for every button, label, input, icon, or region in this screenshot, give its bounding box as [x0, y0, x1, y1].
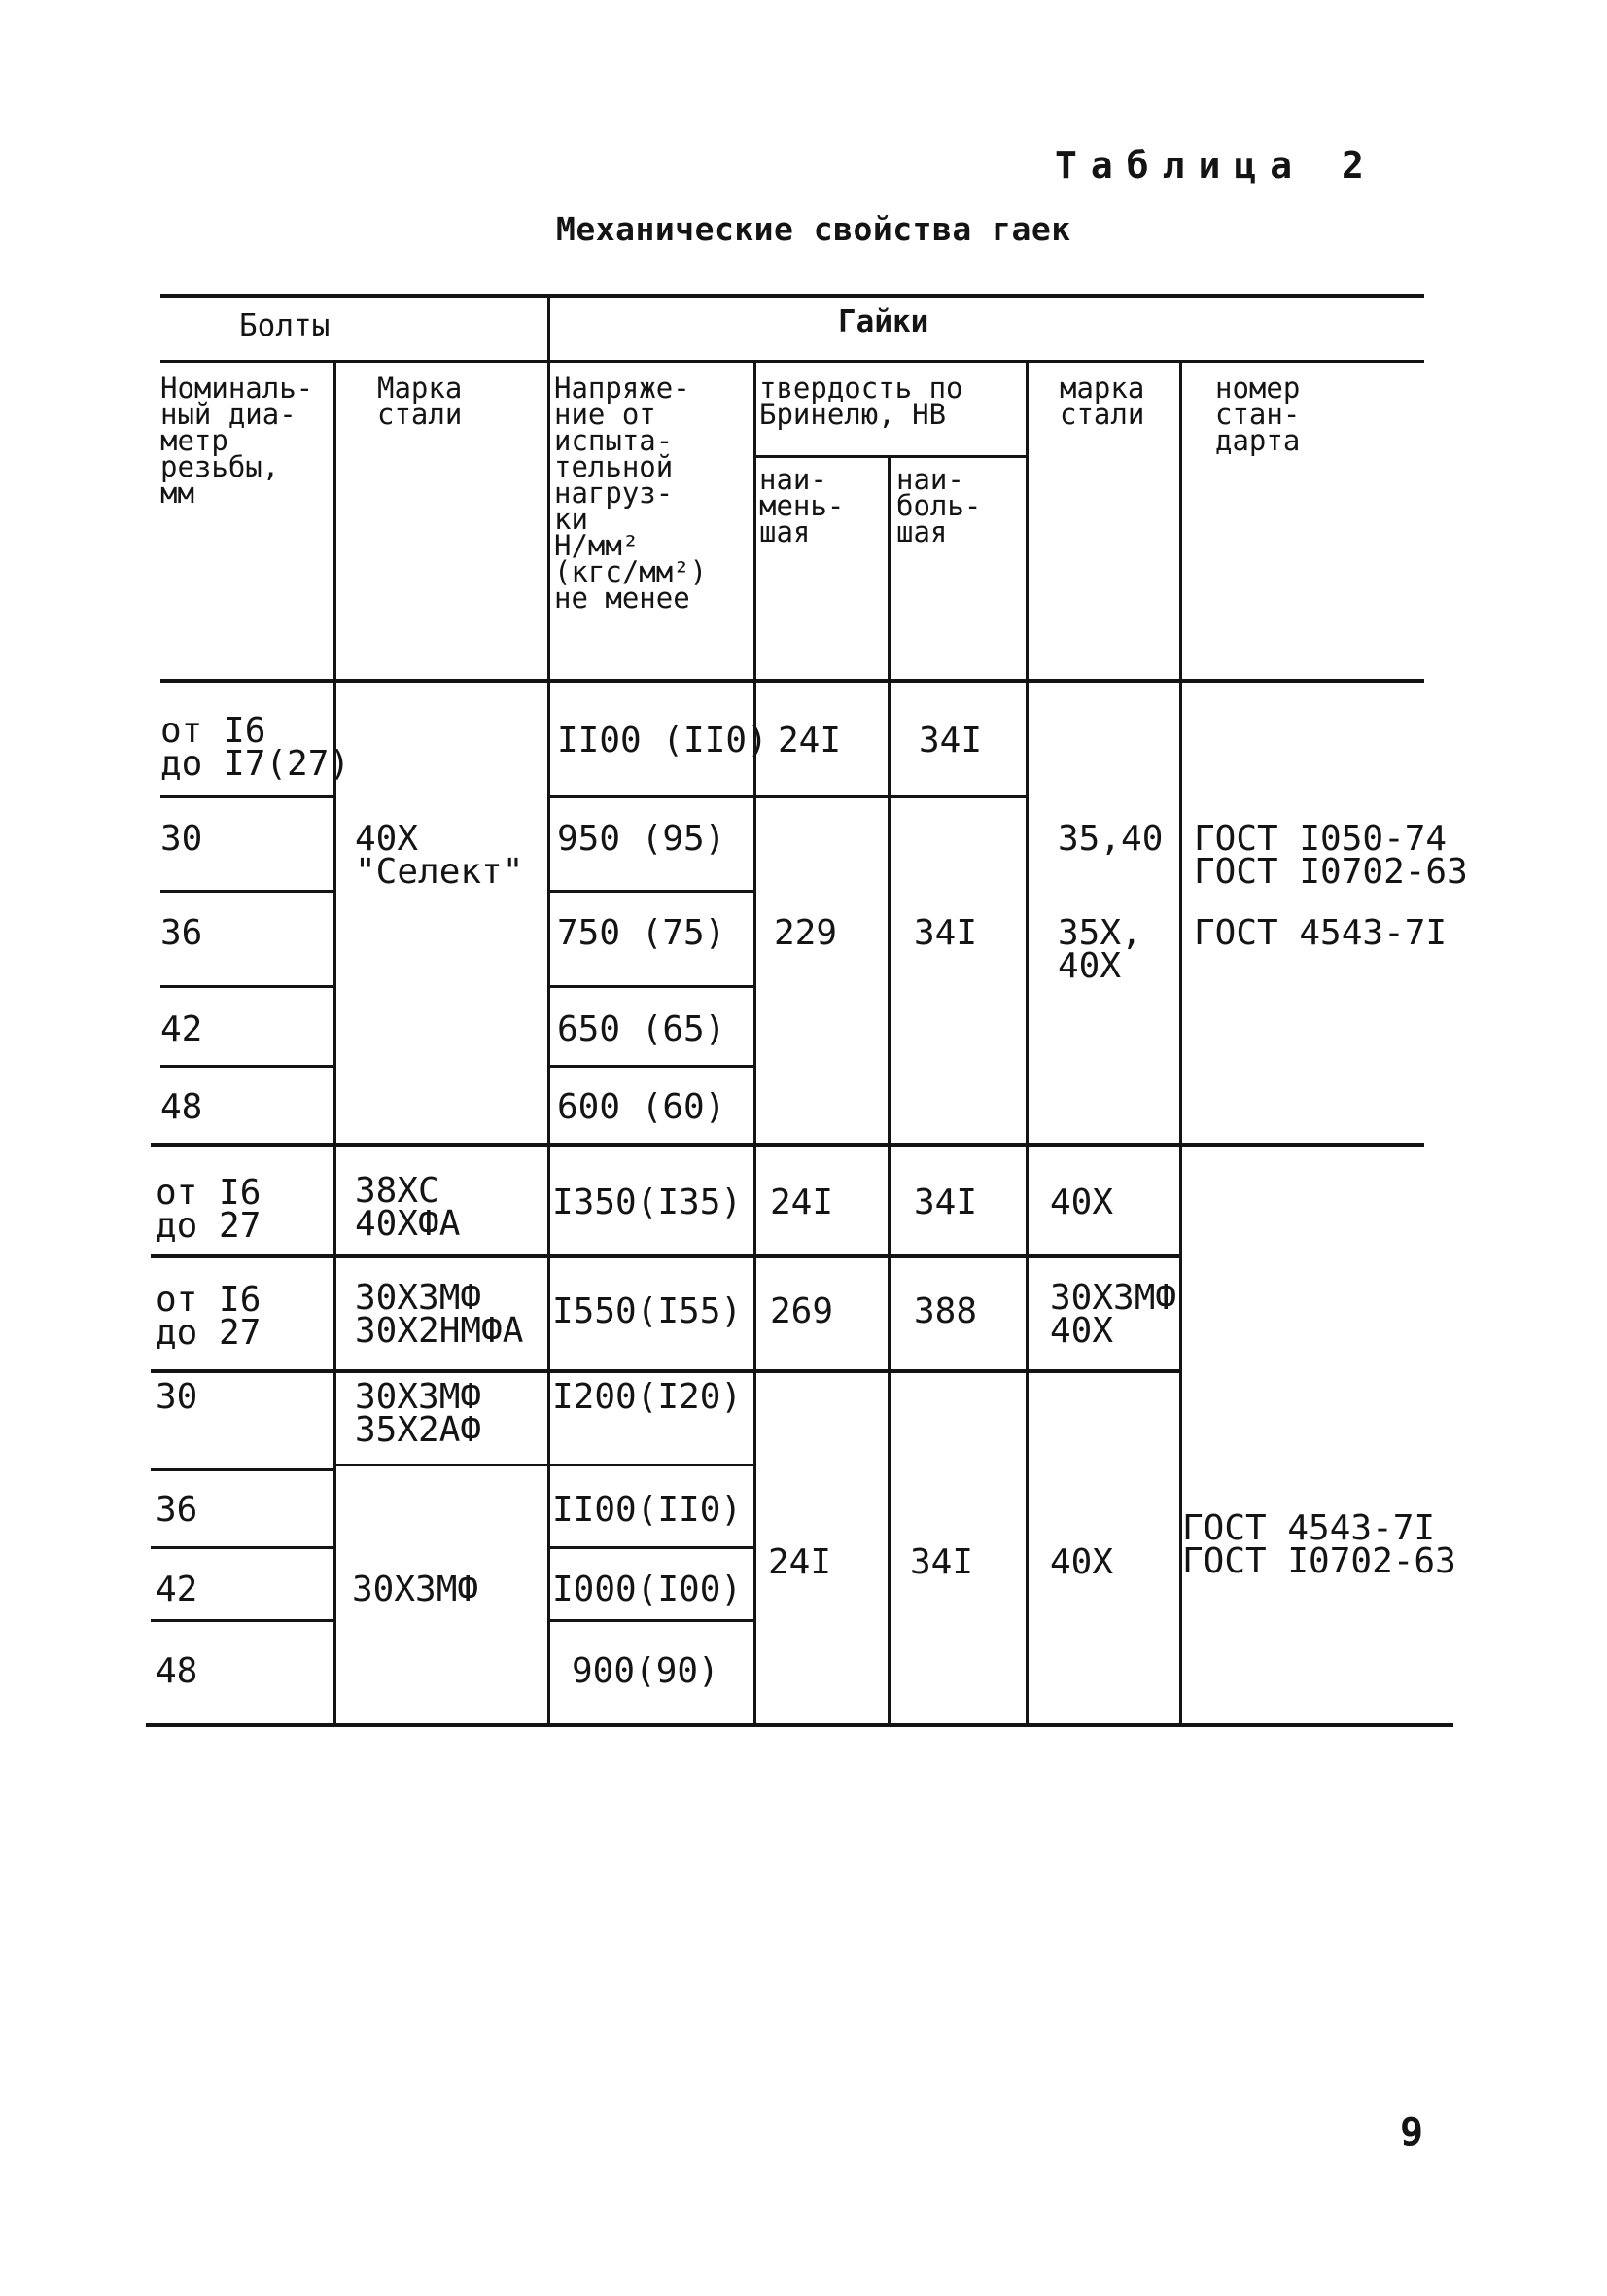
header-hardness-min: наи- мень- шая	[759, 463, 845, 548]
diameter-cell: 36	[160, 913, 203, 953]
bolt-steel-cell: 40Х "Селект"	[355, 819, 524, 892]
diameter-cell: 30	[160, 819, 203, 859]
nut-steel-cell: 35Х, 40Х	[1058, 913, 1142, 986]
nut-steel-cell: 40Х	[1050, 1183, 1114, 1222]
stress-cell: I000(I00)	[552, 1570, 743, 1609]
diameter-cell: 48	[156, 1651, 198, 1691]
diameter-cell: 42	[156, 1570, 198, 1609]
bolt-steel-cell: 30Х3МФ	[352, 1570, 479, 1609]
header-diameter: Номиналь- ный диа- метр резьбы, мм	[160, 371, 314, 510]
hardness-min-cell: 229	[774, 913, 838, 953]
hardness-max-cell: 34I	[914, 1183, 978, 1222]
header-stress: Напряже- ние от испыта- тельной нагруз- ки Н/мм² (кгс/мм²) не менее	[554, 371, 708, 615]
hardness-max-cell: 34I	[919, 721, 983, 760]
header-bolts: Болты	[239, 308, 331, 343]
header-standard: номер стан- дарта	[1215, 371, 1301, 457]
table-title: Механические свойства гаек	[556, 210, 1071, 248]
bolt-steel-cell: 30Х3МФ 30Х2НМФА	[355, 1278, 524, 1351]
stress-cell: II00(II0)	[552, 1490, 743, 1530]
diameter-cell: 30	[156, 1377, 198, 1417]
hardness-min-cell: 24I	[768, 1542, 832, 1582]
header-hardness: твердость по Бринелю, НВ	[759, 371, 963, 431]
diameter-cell: от I6 до 27	[156, 1173, 262, 1246]
bolt-steel-cell: 38ХС 40ХФА	[355, 1171, 461, 1244]
nut-steel-cell: 35,40	[1058, 819, 1164, 859]
header-nuts: Гайки	[838, 304, 929, 339]
stress-cell: I200(I20)	[552, 1377, 743, 1417]
hardness-max-cell: 34I	[910, 1542, 974, 1582]
stress-cell: I350(I35)	[552, 1183, 743, 1222]
stress-cell: 600 (60)	[557, 1087, 726, 1127]
hardness-max-cell: 388	[914, 1291, 978, 1331]
stress-cell: 750 (75)	[557, 913, 726, 953]
stress-cell: 950 (95)	[557, 819, 726, 859]
stress-cell: II00 (II0)	[557, 721, 768, 760]
hardness-max-cell: 34I	[914, 913, 978, 953]
standard-cell: ГОСТ I050-74 ГОСТ I0702-63	[1194, 819, 1468, 892]
standard-cell: ГОСТ 4543-7I	[1194, 913, 1448, 953]
page-number: 9	[1400, 2110, 1424, 2155]
hardness-min-cell: 269	[770, 1291, 834, 1331]
table-label: Таблица 2	[1055, 144, 1378, 187]
stress-cell: I550(I55)	[552, 1291, 743, 1331]
header-nut-steel: марка стали	[1060, 371, 1145, 431]
diameter-cell: 36	[156, 1490, 198, 1530]
nut-steel-cell: 40Х	[1050, 1542, 1114, 1582]
stress-cell: 900(90)	[572, 1651, 719, 1691]
diameter-cell: от I6 до I7(27)	[160, 711, 351, 784]
diameter-cell: от I6 до 27	[156, 1280, 262, 1353]
standard-cell: ГОСТ 4543-7I ГОСТ I0702-63	[1182, 1508, 1456, 1581]
header-hardness-max: наи- боль- шая	[896, 463, 982, 548]
header-bolt-steel: Марка стали	[377, 371, 463, 431]
nut-steel-cell: 30Х3МФ 40Х	[1050, 1278, 1177, 1351]
diameter-cell: 42	[160, 1009, 203, 1049]
bolt-steel-cell: 30Х3МФ 35Х2АФ	[355, 1377, 482, 1450]
stress-cell: 650 (65)	[557, 1009, 726, 1049]
hardness-min-cell: 24I	[770, 1183, 834, 1222]
hardness-min-cell: 24I	[778, 721, 842, 760]
diameter-cell: 48	[160, 1087, 203, 1127]
